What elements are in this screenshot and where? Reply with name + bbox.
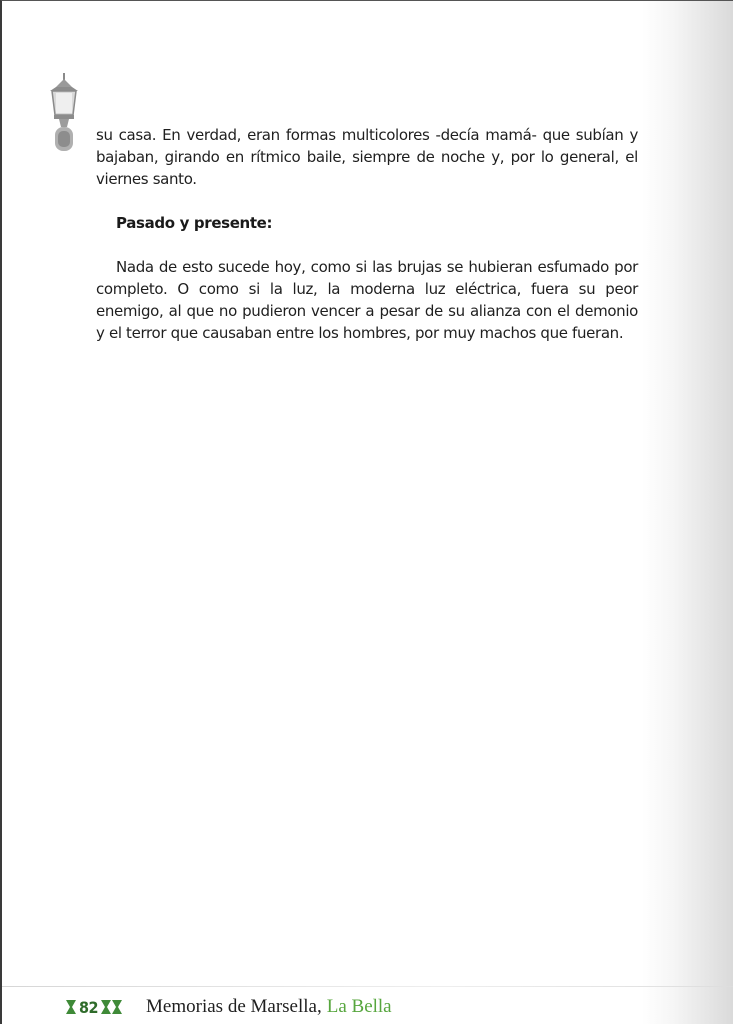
hourglass-ornament-icon	[66, 1000, 76, 1014]
section-heading: Pasado y presente:	[116, 214, 273, 232]
book-title: Memorias de Marsella,	[146, 996, 322, 1017]
street-lamp-icon	[46, 73, 82, 155]
body-text	[96, 124, 638, 344]
page-number: 82	[79, 997, 99, 1017]
paragraph: Nada de esto sucede hoy, como si las brujas se hubieran esfumado por completo. O como si la luz, la moderna luz eléctrica, fuera su peor enemigo, al que no pudieron vencer a pesar de su alianza con el demonio y el terror que causaban entre los hombres, por muy machos que fueran.	[96, 258, 638, 342]
footer-divider	[2, 986, 733, 987]
hourglass-ornament-icon	[101, 1000, 111, 1014]
page-number-group	[66, 998, 122, 1017]
paragraph: su casa. En verdad, eran formas multicolores -decía mamá- que subían y bajaban, girando en rítmico baile, siempre de noche y, por lo general, el viernes santo.	[96, 126, 638, 188]
page-footer	[66, 995, 392, 1019]
book-subtitle: La Bella	[326, 996, 392, 1017]
hourglass-ornament-icon	[112, 1000, 122, 1014]
